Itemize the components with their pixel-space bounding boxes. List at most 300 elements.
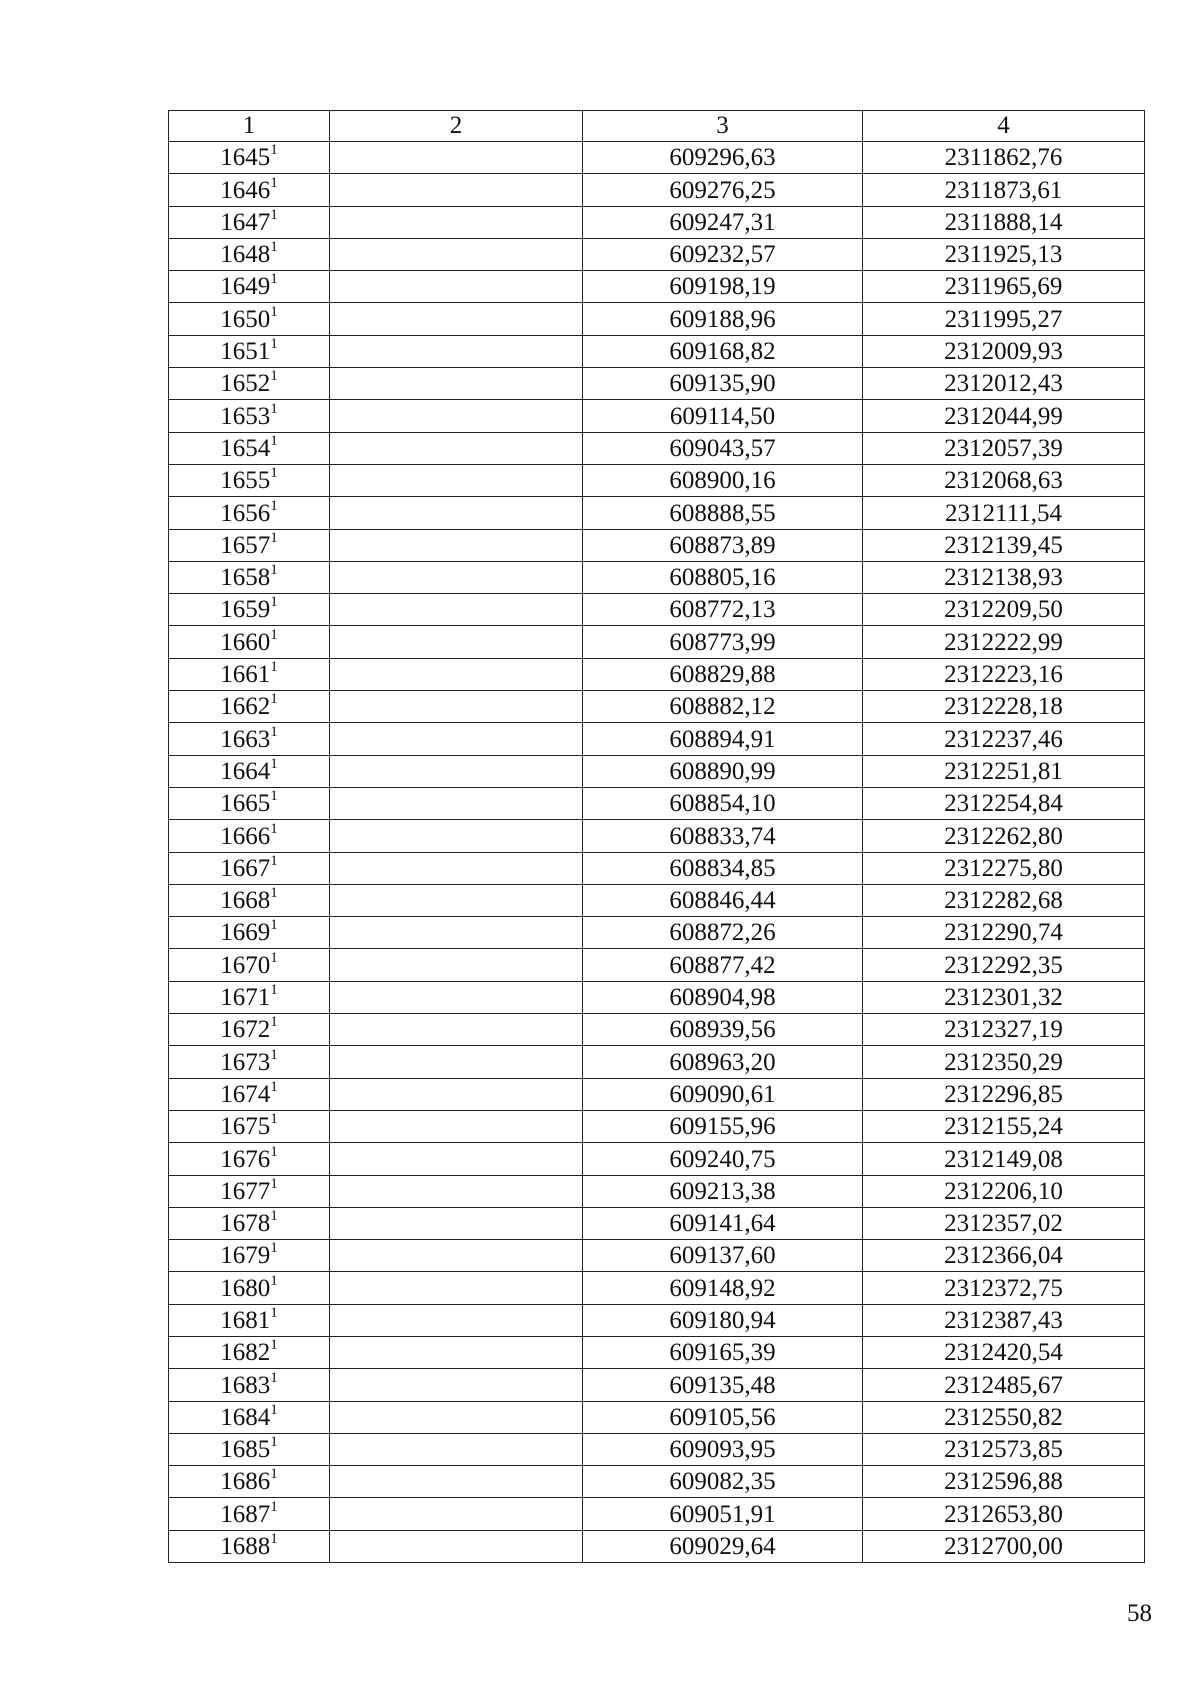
point-number: 1671 bbox=[220, 984, 271, 1012]
point-number-superscript: 1 bbox=[270, 562, 278, 579]
column-2-cell bbox=[330, 142, 583, 174]
y-coordinate-cell: 2311873,61 bbox=[863, 174, 1145, 206]
y-coordinate-cell: 2312292,35 bbox=[863, 949, 1145, 981]
point-number: 1648 bbox=[220, 241, 271, 269]
column-2-cell bbox=[330, 949, 583, 981]
table-row bbox=[169, 1336, 1145, 1368]
y-coordinate-cell: 2312372,75 bbox=[863, 1272, 1145, 1304]
table-row bbox=[169, 142, 1145, 174]
point-number: 1658 bbox=[220, 564, 271, 592]
table-row bbox=[169, 787, 1145, 819]
point-number-superscript: 1 bbox=[270, 206, 278, 223]
point-number-superscript: 1 bbox=[270, 820, 278, 837]
point-number: 1655 bbox=[220, 467, 271, 495]
table-row bbox=[169, 238, 1145, 270]
table-row bbox=[169, 561, 1145, 593]
y-coordinate-cell: 2312149,08 bbox=[863, 1143, 1145, 1175]
point-number-cell bbox=[169, 723, 330, 755]
x-coordinate-cell: 609240,75 bbox=[583, 1143, 863, 1175]
point-number: 1663 bbox=[220, 725, 271, 753]
table-row bbox=[169, 658, 1145, 690]
table-row bbox=[169, 1530, 1145, 1562]
point-number-cell bbox=[169, 1466, 330, 1498]
y-coordinate-cell: 2312237,46 bbox=[863, 723, 1145, 755]
y-coordinate-cell: 2311862,76 bbox=[863, 142, 1145, 174]
point-number: 1649 bbox=[220, 273, 271, 301]
point-number: 1661 bbox=[220, 661, 271, 689]
page-number: 58 bbox=[1127, 1600, 1152, 1627]
x-coordinate-cell: 609029,64 bbox=[583, 1530, 863, 1562]
y-coordinate-cell: 2312206,10 bbox=[863, 1175, 1145, 1207]
point-number: 1681 bbox=[220, 1306, 271, 1334]
point-number-superscript: 1 bbox=[270, 852, 278, 869]
column-2-cell bbox=[330, 1466, 583, 1498]
point-number: 1666 bbox=[220, 822, 271, 850]
column-2-cell bbox=[330, 723, 583, 755]
column-2-cell bbox=[330, 820, 583, 852]
table-row bbox=[169, 1046, 1145, 1078]
point-number-superscript: 1 bbox=[270, 239, 278, 256]
point-number: 1657 bbox=[220, 531, 271, 559]
column-2-cell bbox=[330, 206, 583, 238]
y-coordinate-cell: 2311925,13 bbox=[863, 238, 1145, 270]
point-number-superscript: 1 bbox=[270, 691, 278, 708]
point-number: 1646 bbox=[220, 176, 271, 204]
point-number-superscript: 1 bbox=[270, 1337, 278, 1354]
point-number: 1684 bbox=[220, 1403, 271, 1431]
x-coordinate-cell: 609180,94 bbox=[583, 1304, 863, 1336]
x-coordinate-cell: 608834,85 bbox=[583, 852, 863, 884]
column-2-cell bbox=[330, 1272, 583, 1304]
point-number: 1665 bbox=[220, 790, 271, 818]
point-number-superscript: 1 bbox=[270, 465, 278, 482]
y-coordinate-cell: 2312251,81 bbox=[863, 755, 1145, 787]
y-coordinate-cell: 2312327,19 bbox=[863, 1014, 1145, 1046]
point-number: 1660 bbox=[220, 628, 271, 656]
y-coordinate-cell: 2312228,18 bbox=[863, 691, 1145, 723]
y-coordinate-cell: 2312366,04 bbox=[863, 1240, 1145, 1272]
y-coordinate-cell: 2312009,93 bbox=[863, 335, 1145, 367]
point-number-superscript: 1 bbox=[270, 949, 278, 966]
y-coordinate-cell: 2312275,80 bbox=[863, 852, 1145, 884]
y-coordinate-cell: 2312138,93 bbox=[863, 561, 1145, 593]
x-coordinate-cell: 609232,57 bbox=[583, 238, 863, 270]
y-coordinate-cell: 2312653,80 bbox=[863, 1498, 1145, 1530]
point-number-cell bbox=[169, 1046, 330, 1078]
point-number-cell bbox=[169, 1207, 330, 1239]
column-2-cell bbox=[330, 1433, 583, 1465]
x-coordinate-cell: 609043,57 bbox=[583, 432, 863, 464]
table-row bbox=[169, 1014, 1145, 1046]
x-coordinate-cell: 609276,25 bbox=[583, 174, 863, 206]
point-number-cell bbox=[169, 206, 330, 238]
x-coordinate-cell: 609051,91 bbox=[583, 1498, 863, 1530]
table-row bbox=[169, 1110, 1145, 1142]
point-number-cell bbox=[169, 1272, 330, 1304]
point-number-superscript: 1 bbox=[270, 594, 278, 611]
table-row bbox=[169, 1466, 1145, 1498]
column-2-cell bbox=[330, 271, 583, 303]
point-number-cell bbox=[169, 529, 330, 561]
x-coordinate-cell: 608873,89 bbox=[583, 529, 863, 561]
column-2-cell bbox=[330, 1304, 583, 1336]
y-coordinate-cell: 2311995,27 bbox=[863, 303, 1145, 335]
point-number-superscript: 1 bbox=[270, 1046, 278, 1063]
y-coordinate-cell: 2312223,16 bbox=[863, 658, 1145, 690]
x-coordinate-cell: 609188,96 bbox=[583, 303, 863, 335]
x-coordinate-cell: 608854,10 bbox=[583, 787, 863, 819]
y-coordinate-cell: 2312209,50 bbox=[863, 594, 1145, 626]
point-number-cell bbox=[169, 1078, 330, 1110]
table-row bbox=[169, 174, 1145, 206]
point-number-superscript: 1 bbox=[270, 982, 278, 999]
y-coordinate-cell: 2312155,24 bbox=[863, 1110, 1145, 1142]
table-row bbox=[169, 1078, 1145, 1110]
x-coordinate-cell: 609090,61 bbox=[583, 1078, 863, 1110]
point-number: 1682 bbox=[220, 1339, 271, 1367]
x-coordinate-cell: 609165,39 bbox=[583, 1336, 863, 1368]
x-coordinate-cell: 608772,13 bbox=[583, 594, 863, 626]
point-number: 1669 bbox=[220, 919, 271, 947]
x-coordinate-cell: 608882,12 bbox=[583, 691, 863, 723]
point-number-cell bbox=[169, 432, 330, 464]
y-coordinate-cell: 2312254,84 bbox=[863, 787, 1145, 819]
point-number-superscript: 1 bbox=[270, 1304, 278, 1321]
column-2-cell bbox=[330, 884, 583, 916]
x-coordinate-cell: 609213,38 bbox=[583, 1175, 863, 1207]
table-row bbox=[169, 1433, 1145, 1465]
column-2-cell bbox=[330, 626, 583, 658]
column-header-2: 2 bbox=[330, 111, 583, 142]
point-number-superscript: 1 bbox=[270, 303, 278, 320]
x-coordinate-cell: 609105,56 bbox=[583, 1401, 863, 1433]
point-number-superscript: 1 bbox=[270, 1434, 278, 1451]
point-number-cell bbox=[169, 594, 330, 626]
table-row bbox=[169, 981, 1145, 1013]
point-number-superscript: 1 bbox=[270, 142, 278, 159]
point-number-cell bbox=[169, 142, 330, 174]
point-number-cell bbox=[169, 820, 330, 852]
column-header-1: 1 bbox=[169, 111, 330, 142]
point-number-superscript: 1 bbox=[270, 1014, 278, 1031]
point-number-superscript: 1 bbox=[270, 917, 278, 934]
x-coordinate-cell: 608888,55 bbox=[583, 497, 863, 529]
x-coordinate-cell: 609135,90 bbox=[583, 368, 863, 400]
x-coordinate-cell: 608805,16 bbox=[583, 561, 863, 593]
point-number-superscript: 1 bbox=[270, 174, 278, 191]
point-number-cell bbox=[169, 755, 330, 787]
point-number: 1674 bbox=[220, 1080, 271, 1108]
point-number: 1650 bbox=[220, 305, 271, 333]
point-number-cell bbox=[169, 1336, 330, 1368]
y-coordinate-cell: 2312012,43 bbox=[863, 368, 1145, 400]
table-row bbox=[169, 1401, 1145, 1433]
point-number-superscript: 1 bbox=[270, 1531, 278, 1548]
column-2-cell bbox=[330, 691, 583, 723]
column-2-cell bbox=[330, 852, 583, 884]
column-2-cell bbox=[330, 1175, 583, 1207]
column-2-cell bbox=[330, 303, 583, 335]
column-2-cell bbox=[330, 497, 583, 529]
point-number-cell bbox=[169, 335, 330, 367]
point-number: 1654 bbox=[220, 434, 271, 462]
point-number: 1672 bbox=[220, 1016, 271, 1044]
y-coordinate-cell: 2312044,99 bbox=[863, 400, 1145, 432]
table-row bbox=[169, 723, 1145, 755]
column-2-cell bbox=[330, 238, 583, 270]
point-number: 1673 bbox=[220, 1048, 271, 1076]
x-coordinate-cell: 609155,96 bbox=[583, 1110, 863, 1142]
y-coordinate-cell: 2312057,39 bbox=[863, 432, 1145, 464]
y-coordinate-cell: 2311888,14 bbox=[863, 206, 1145, 238]
table-row bbox=[169, 432, 1145, 464]
table-row bbox=[169, 1272, 1145, 1304]
point-number-cell bbox=[169, 658, 330, 690]
point-number-cell bbox=[169, 561, 330, 593]
point-number: 1662 bbox=[220, 693, 271, 721]
point-number: 1667 bbox=[220, 854, 271, 882]
point-number-cell bbox=[169, 917, 330, 949]
table-row bbox=[169, 1369, 1145, 1401]
table-row bbox=[169, 1498, 1145, 1530]
point-number-superscript: 1 bbox=[270, 497, 278, 514]
table-row bbox=[169, 755, 1145, 787]
x-coordinate-cell: 608872,26 bbox=[583, 917, 863, 949]
y-coordinate-cell: 2312139,45 bbox=[863, 529, 1145, 561]
table-row bbox=[169, 1143, 1145, 1175]
point-number-superscript: 1 bbox=[270, 723, 278, 740]
x-coordinate-cell: 609148,92 bbox=[583, 1272, 863, 1304]
point-number-cell bbox=[169, 238, 330, 270]
point-number-superscript: 1 bbox=[270, 1369, 278, 1386]
x-coordinate-cell: 608904,98 bbox=[583, 981, 863, 1013]
point-number: 1687 bbox=[220, 1500, 271, 1528]
point-number-cell bbox=[169, 787, 330, 819]
x-coordinate-cell: 608900,16 bbox=[583, 464, 863, 496]
point-number-superscript: 1 bbox=[270, 788, 278, 805]
column-2-cell bbox=[330, 1143, 583, 1175]
point-number-cell bbox=[169, 949, 330, 981]
column-2-cell bbox=[330, 1336, 583, 1368]
point-number-superscript: 1 bbox=[270, 659, 278, 676]
column-2-cell bbox=[330, 1046, 583, 1078]
point-number: 1659 bbox=[220, 596, 271, 624]
point-number-superscript: 1 bbox=[270, 400, 278, 417]
point-number: 1670 bbox=[220, 951, 271, 979]
point-number: 1679 bbox=[220, 1242, 271, 1270]
table-row bbox=[169, 1240, 1145, 1272]
table-body bbox=[169, 142, 1145, 1563]
point-number: 1680 bbox=[220, 1274, 271, 1302]
column-2-cell bbox=[330, 400, 583, 432]
point-number-superscript: 1 bbox=[270, 755, 278, 772]
y-coordinate-cell: 2312222,99 bbox=[863, 626, 1145, 658]
point-number-cell bbox=[169, 1110, 330, 1142]
point-number: 1678 bbox=[220, 1210, 271, 1238]
point-number: 1686 bbox=[220, 1468, 271, 1496]
table-row bbox=[169, 529, 1145, 561]
column-2-cell bbox=[330, 464, 583, 496]
point-number-superscript: 1 bbox=[270, 529, 278, 546]
point-number: 1675 bbox=[220, 1113, 271, 1141]
x-coordinate-cell: 608829,88 bbox=[583, 658, 863, 690]
column-2-cell bbox=[330, 335, 583, 367]
y-coordinate-cell: 2311965,69 bbox=[863, 271, 1145, 303]
table-row bbox=[169, 464, 1145, 496]
table-row bbox=[169, 303, 1145, 335]
point-number-cell bbox=[169, 981, 330, 1013]
x-coordinate-cell: 608939,56 bbox=[583, 1014, 863, 1046]
table-row bbox=[169, 400, 1145, 432]
table-row bbox=[169, 691, 1145, 723]
point-number-superscript: 1 bbox=[270, 1111, 278, 1128]
table-row bbox=[169, 1207, 1145, 1239]
point-number: 1652 bbox=[220, 370, 271, 398]
y-coordinate-cell: 2312111,54 bbox=[863, 497, 1145, 529]
x-coordinate-cell: 609247,31 bbox=[583, 206, 863, 238]
point-number-superscript: 1 bbox=[270, 1401, 278, 1418]
table-row bbox=[169, 206, 1145, 238]
y-coordinate-cell: 2312068,63 bbox=[863, 464, 1145, 496]
point-number-cell bbox=[169, 852, 330, 884]
column-2-cell bbox=[330, 174, 583, 206]
table-row bbox=[169, 917, 1145, 949]
column-2-cell bbox=[330, 1401, 583, 1433]
x-coordinate-cell: 608773,99 bbox=[583, 626, 863, 658]
x-coordinate-cell: 608890,99 bbox=[583, 755, 863, 787]
point-number-cell bbox=[169, 400, 330, 432]
point-number: 1668 bbox=[220, 887, 271, 915]
point-number-cell bbox=[169, 271, 330, 303]
table-row bbox=[169, 884, 1145, 916]
x-coordinate-cell: 609168,82 bbox=[583, 335, 863, 367]
column-2-cell bbox=[330, 917, 583, 949]
y-coordinate-cell: 2312296,85 bbox=[863, 1078, 1145, 1110]
point-number: 1664 bbox=[220, 757, 271, 785]
point-number-cell bbox=[169, 174, 330, 206]
point-number: 1645 bbox=[220, 144, 271, 172]
coordinates-table bbox=[168, 110, 1145, 1563]
table-row bbox=[169, 594, 1145, 626]
point-number-superscript: 1 bbox=[270, 885, 278, 902]
point-number-superscript: 1 bbox=[270, 1208, 278, 1225]
point-number-superscript: 1 bbox=[270, 1175, 278, 1192]
column-2-cell bbox=[330, 1207, 583, 1239]
y-coordinate-cell: 2312301,32 bbox=[863, 981, 1145, 1013]
x-coordinate-cell: 609114,50 bbox=[583, 400, 863, 432]
point-number-cell bbox=[169, 1175, 330, 1207]
point-number-cell bbox=[169, 626, 330, 658]
point-number-superscript: 1 bbox=[270, 368, 278, 385]
point-number: 1676 bbox=[220, 1145, 271, 1173]
point-number: 1653 bbox=[220, 402, 271, 430]
point-number-cell bbox=[169, 1014, 330, 1046]
x-coordinate-cell: 608877,42 bbox=[583, 949, 863, 981]
y-coordinate-cell: 2312596,88 bbox=[863, 1466, 1145, 1498]
x-coordinate-cell: 609198,19 bbox=[583, 271, 863, 303]
table-row bbox=[169, 949, 1145, 981]
point-number-superscript: 1 bbox=[270, 626, 278, 643]
y-coordinate-cell: 2312262,80 bbox=[863, 820, 1145, 852]
point-number: 1647 bbox=[220, 208, 271, 236]
point-number-cell bbox=[169, 1369, 330, 1401]
point-number-cell bbox=[169, 497, 330, 529]
point-number-cell bbox=[169, 884, 330, 916]
x-coordinate-cell: 608963,20 bbox=[583, 1046, 863, 1078]
column-2-cell bbox=[330, 1369, 583, 1401]
point-number-cell bbox=[169, 1401, 330, 1433]
column-2-cell bbox=[330, 1498, 583, 1530]
point-number-cell bbox=[169, 1530, 330, 1562]
point-number-cell bbox=[169, 1304, 330, 1336]
table-row bbox=[169, 335, 1145, 367]
y-coordinate-cell: 2312485,67 bbox=[863, 1369, 1145, 1401]
column-header-3: 3 bbox=[583, 111, 863, 142]
column-2-cell bbox=[330, 432, 583, 464]
column-2-cell bbox=[330, 594, 583, 626]
column-2-cell bbox=[330, 1240, 583, 1272]
point-number-superscript: 1 bbox=[270, 271, 278, 288]
table-row bbox=[169, 626, 1145, 658]
table-row bbox=[169, 497, 1145, 529]
x-coordinate-cell: 608894,91 bbox=[583, 723, 863, 755]
point-number-cell bbox=[169, 1143, 330, 1175]
point-number: 1683 bbox=[220, 1371, 271, 1399]
point-number: 1656 bbox=[220, 499, 271, 527]
x-coordinate-cell: 609135,48 bbox=[583, 1369, 863, 1401]
table-row bbox=[169, 1175, 1145, 1207]
table-row bbox=[169, 1304, 1145, 1336]
point-number-superscript: 1 bbox=[270, 1272, 278, 1289]
point-number-cell bbox=[169, 368, 330, 400]
y-coordinate-cell: 2312550,82 bbox=[863, 1401, 1145, 1433]
table-row bbox=[169, 271, 1145, 303]
x-coordinate-cell: 609137,60 bbox=[583, 1240, 863, 1272]
column-header-4: 4 bbox=[863, 111, 1145, 142]
point-number-cell bbox=[169, 464, 330, 496]
column-2-cell bbox=[330, 529, 583, 561]
y-coordinate-cell: 2312420,54 bbox=[863, 1336, 1145, 1368]
point-number-superscript: 1 bbox=[270, 1240, 278, 1257]
point-number-superscript: 1 bbox=[270, 1143, 278, 1160]
point-number: 1685 bbox=[220, 1436, 271, 1464]
point-number-superscript: 1 bbox=[270, 1078, 278, 1095]
x-coordinate-cell: 608846,44 bbox=[583, 884, 863, 916]
point-number: 1677 bbox=[220, 1177, 271, 1205]
y-coordinate-cell: 2312700,00 bbox=[863, 1530, 1145, 1562]
point-number-cell bbox=[169, 691, 330, 723]
y-coordinate-cell: 2312290,74 bbox=[863, 917, 1145, 949]
column-2-cell bbox=[330, 1014, 583, 1046]
point-number: 1651 bbox=[220, 338, 271, 366]
y-coordinate-cell: 2312350,29 bbox=[863, 1046, 1145, 1078]
y-coordinate-cell: 2312387,43 bbox=[863, 1304, 1145, 1336]
point-number-superscript: 1 bbox=[270, 1498, 278, 1515]
x-coordinate-cell: 609093,95 bbox=[583, 1433, 863, 1465]
x-coordinate-cell: 609141,64 bbox=[583, 1207, 863, 1239]
point-number-superscript: 1 bbox=[270, 1466, 278, 1483]
y-coordinate-cell: 2312282,68 bbox=[863, 884, 1145, 916]
column-2-cell bbox=[330, 981, 583, 1013]
point-number: 1688 bbox=[220, 1533, 271, 1561]
point-number-cell bbox=[169, 1498, 330, 1530]
column-2-cell bbox=[330, 1530, 583, 1562]
column-2-cell bbox=[330, 561, 583, 593]
column-2-cell bbox=[330, 755, 583, 787]
column-2-cell bbox=[330, 1078, 583, 1110]
x-coordinate-cell: 609296,63 bbox=[583, 142, 863, 174]
table-header-row bbox=[169, 111, 1145, 142]
